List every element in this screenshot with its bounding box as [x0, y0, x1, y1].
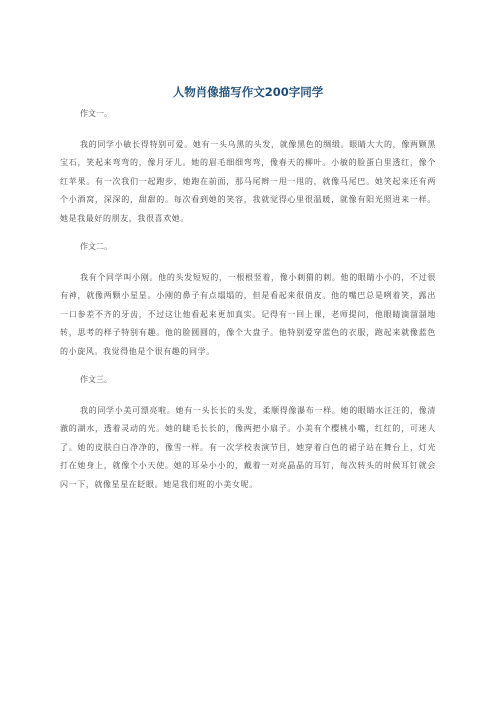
- essay-heading-1: 作文一。: [80, 109, 112, 118]
- essay-paragraph-1: 我的同学小敏长得特别可爱。她有一头乌黑的头发，就像黑色的绸缎。眼睛大大的，像两颗黑宝石，笑起来弯弯的，像月牙儿。她的眉毛细细弯弯，像春天的柳叶。小敏的脸蛋白里透红，像个红苹果。有一次我们一起跑步，她跑在前面，那马尾辫一甩一甩的，就像马尾巴。她笑起来还有两个小酒窝，深深的，甜甜的。每次看到她的笑容，我就觉得心里很温暖，就像有阳光照进来一样。她是我最好的朋友，我很喜欢她。: [60, 140, 436, 223]
- essay-section-3: [60, 374, 436, 494]
- essay-paragraph-2: 我有个同学叫小刚。他的头发短短的，一根根竖着，像小刺猬的刺。他的眼睛小小的，不过很有神，就像两颗小星星。小刚的鼻子有点塌塌的，但是看起来很俏皮。他的嘴巴总是咧着笑，露出一口参差不齐的牙齿，不过这让他看起来更加真实。记得有一回上课，老师提问，他眼睛滴溜溜地转，思考的样子特别有趣。他的脸圆圆的，像个大盘子。他特别爱穿蓝色的衣服，跑起来就像蓝色的小旋风。我觉得他是个很有趣的同学。: [60, 273, 436, 356]
- essay-section-1: [60, 108, 436, 228]
- document-title: 人物肖像描写作文200字同学: [172, 85, 324, 99]
- essay-heading-3: 作文三。: [80, 375, 112, 385]
- essay-paragraph-3: 我的同学小美可漂亮啦。她有一头长长的头发，柔顺得像瀑布一样。她的眼睛水汪汪的，像清澈的湖水，透着灵动的光。她的睫毛长长的，像两把小扇子。小美有个樱桃小嘴，红红的，可迷人了。她的皮肤白白净净的，像雪一样。有一次学校表演节目，她穿着白色的裙子站在舞台上，灯光打在她身上，就像个小天使。她的耳朵小小的，戴着一对亮晶晶的耳钉，每次转头的时候耳钉就会闪一下，就像星星在眨眼。她是我们班的小美女呢。: [60, 406, 436, 489]
- essay-section-2: [60, 241, 436, 361]
- essay-heading-2: 作文二。: [80, 242, 112, 252]
